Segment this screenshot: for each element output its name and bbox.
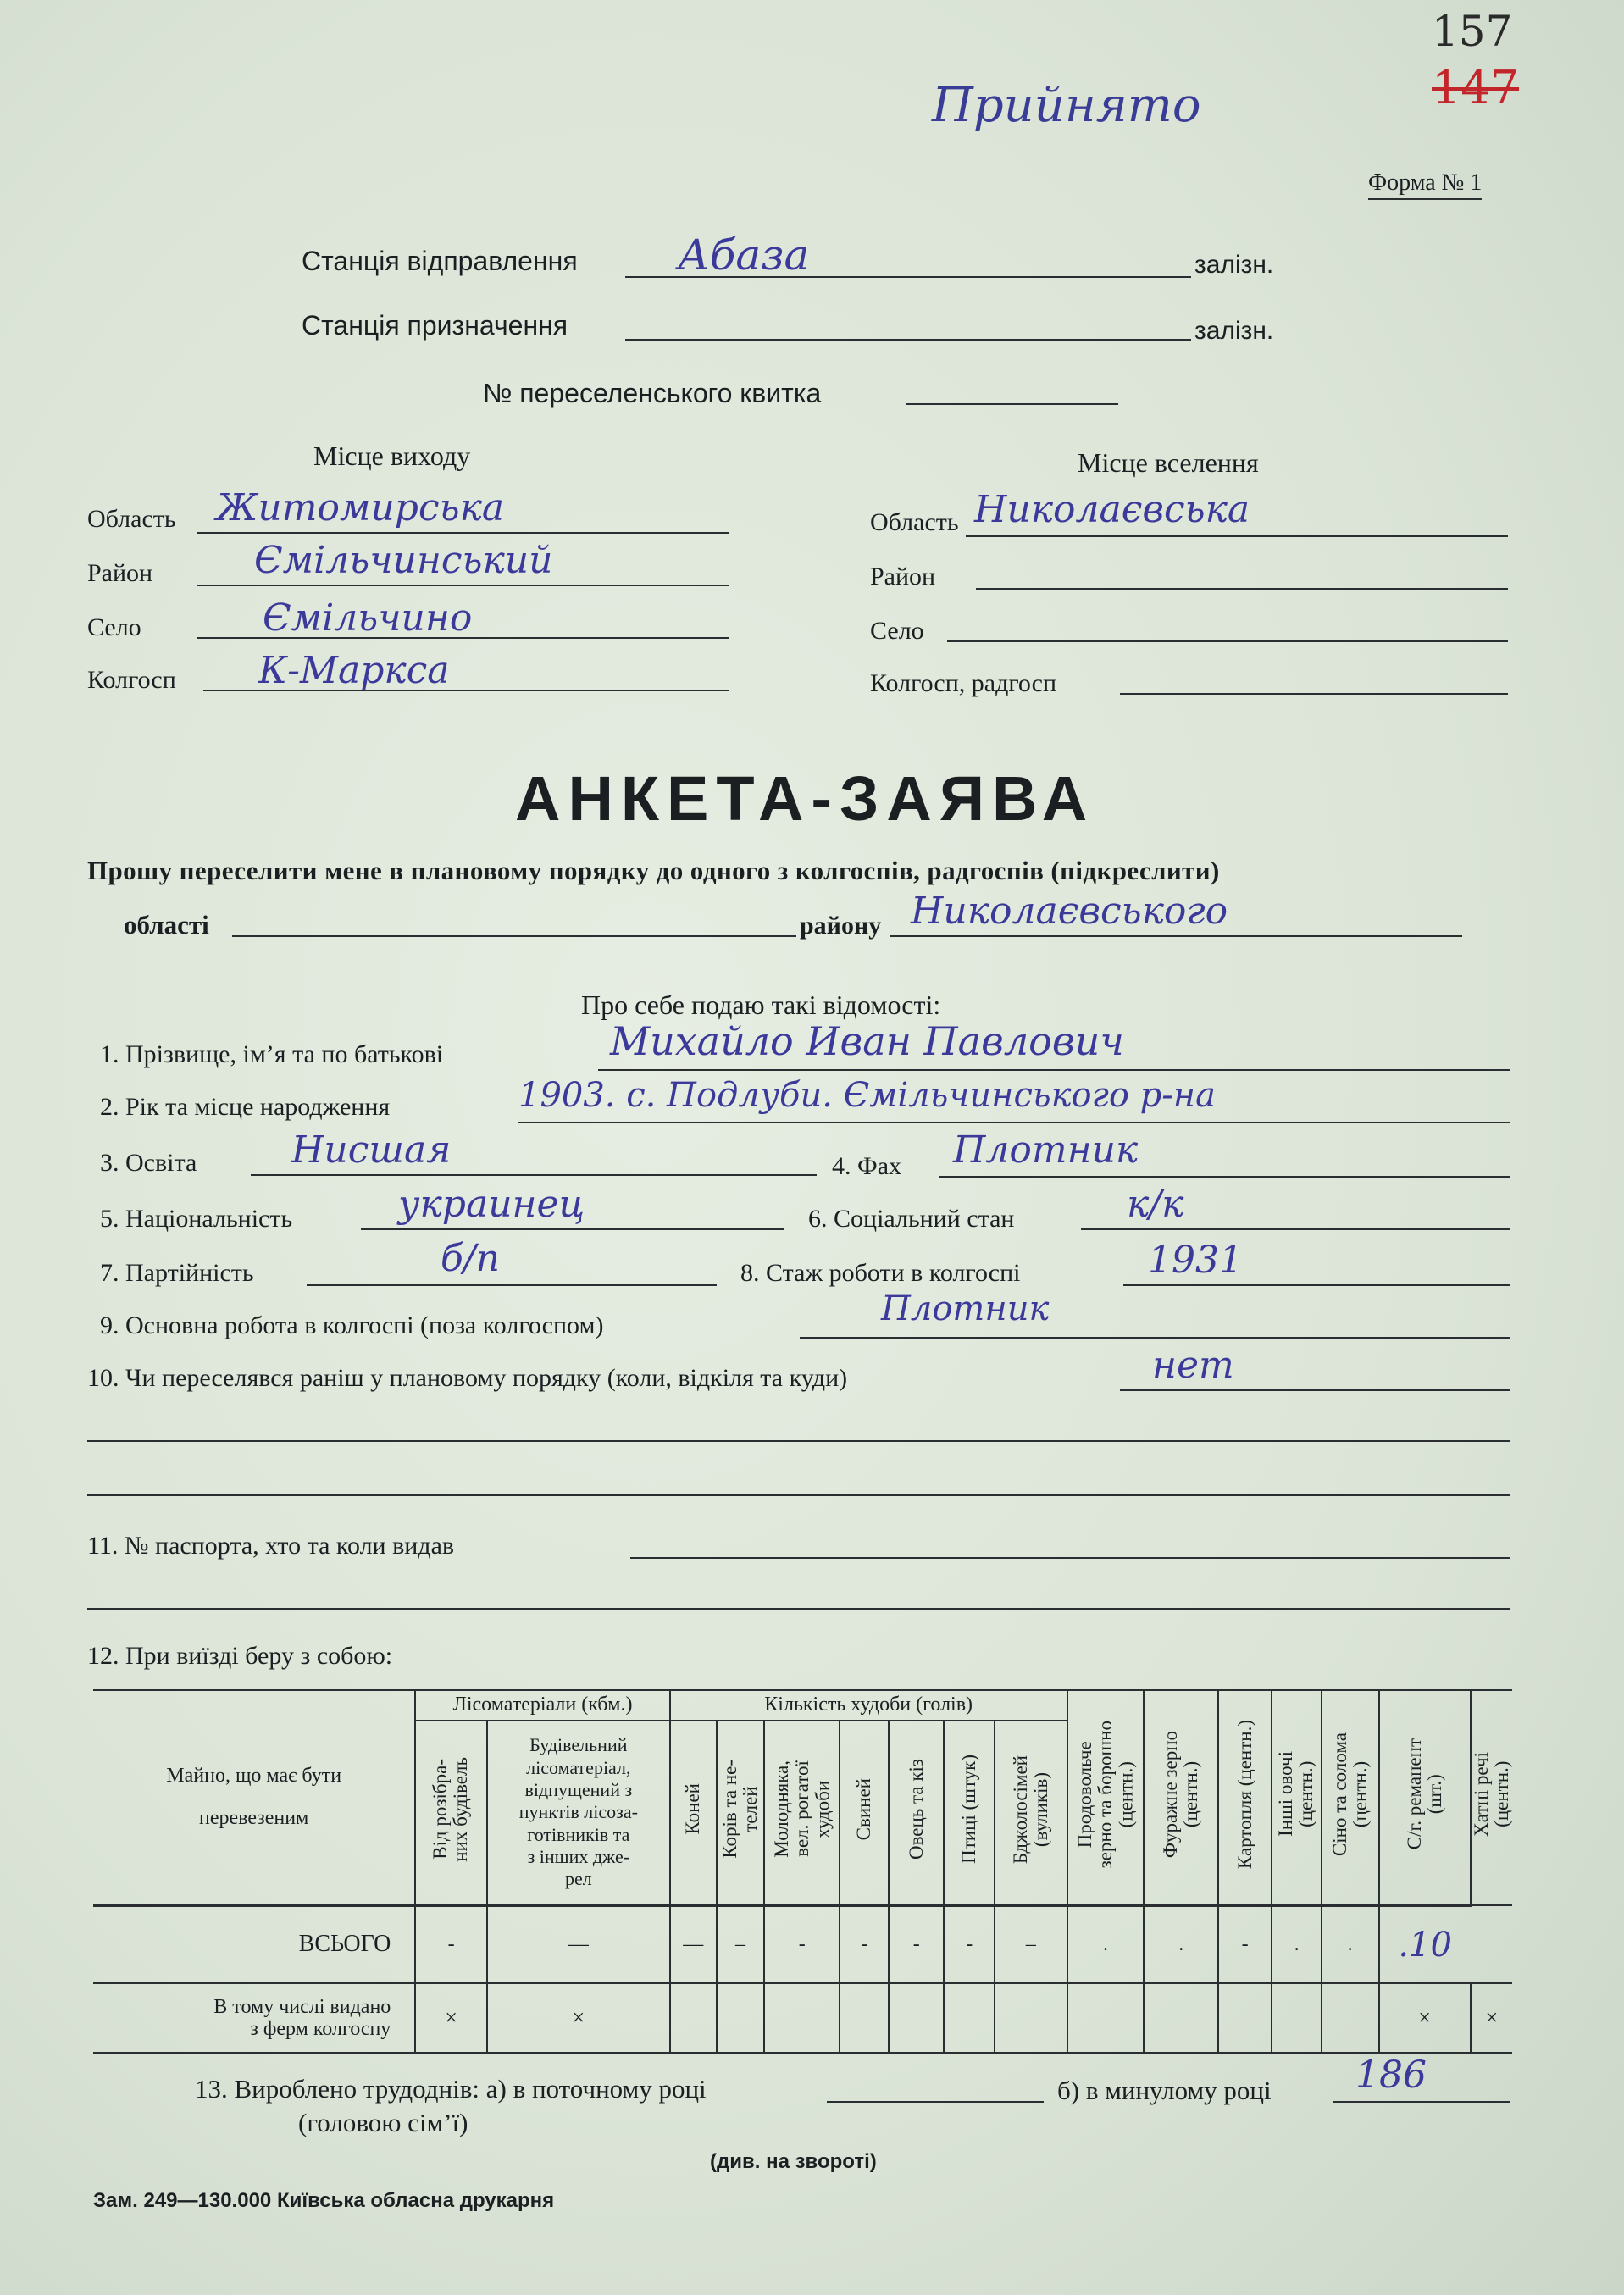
departure-railway-label: залізн. <box>1194 251 1274 279</box>
group-timber-header: Лісоматеріали (кбм.) <box>415 1690 669 1721</box>
field-11-line <box>630 1557 1510 1559</box>
field-9-label: 9. Основна робота в колгоспі (поза колгоспом) <box>100 1311 604 1339</box>
cell-farm <box>717 1983 765 2053</box>
col-food-grain-header: Продовольче зерно та борошно (центн.) <box>1067 1690 1145 1905</box>
col-property-header <box>93 1690 415 1905</box>
field-6-line <box>1081 1228 1510 1230</box>
field-8-line <box>1123 1284 1510 1286</box>
col-tools-header: С/г. реманент (шт.) <box>1379 1690 1471 1905</box>
field-7-line <box>307 1284 717 1286</box>
field-11-line-2 <box>87 1608 1510 1610</box>
request-oblasti-label: області <box>124 910 209 940</box>
table-row-farm <box>93 1983 1512 2053</box>
cell-total: - <box>840 1905 889 1983</box>
field-3-value: Нисшая <box>291 1128 452 1172</box>
field-8-value: 1931 <box>1148 1239 1243 1282</box>
field-10-label: 10. Чи переселявся раніш у плановому порядку (коли, відкіля та куди) <box>87 1364 848 1392</box>
origin-oblast-line <box>197 532 729 534</box>
cell-farm: × <box>1471 1983 1512 2053</box>
col-birds-header: Птиці (штук) <box>944 1721 995 1905</box>
workdays-prev-value: 186 <box>1355 2054 1427 2097</box>
cell-farm: × <box>1379 1983 1471 2053</box>
table-row-total <box>93 1905 1512 1983</box>
origin-kolhosp-label: Колгосп <box>87 666 176 694</box>
field-5-label: 5. Національність <box>100 1205 293 1233</box>
cell-farm <box>1322 1983 1379 2053</box>
cell-total: — <box>670 1905 717 1983</box>
origin-raion-line <box>197 585 729 586</box>
field-1-value: Михайло Иван Павлович <box>610 1018 1124 1064</box>
col-bees-header: Бджолосімей (вуликів) <box>995 1721 1067 1905</box>
request-text: Прошу переселити мене в плановому порядку до одного з колгоспів, радгоспів (підкреслити) <box>87 856 1220 885</box>
field-9-line <box>800 1337 1510 1339</box>
col-young-cattle-header: Молодняка, вел. рогатої худоби <box>764 1721 840 1905</box>
cell-total: - <box>889 1905 944 1983</box>
workdays-prev-label: б) в минулому році <box>1057 2076 1272 2105</box>
request-raionu-label: району <box>800 912 882 940</box>
col-property-line2: перевезеним <box>199 1806 309 1829</box>
archive-number-struck: 147 <box>1432 61 1520 114</box>
destination-raion-line <box>976 588 1508 590</box>
field-6-label: 6. Соціальний стан <box>808 1205 1015 1233</box>
cell-total-household: .10 <box>1379 1905 1471 1983</box>
field-4-value: Плотник <box>953 1128 1139 1172</box>
col-horses-header: Коней <box>670 1721 717 1905</box>
cell-farm <box>1144 1983 1217 2053</box>
row-total-label: ВСЬОГО <box>93 1905 415 1983</box>
col-timber-dismantled-header: Від розібра- них будівель <box>415 1721 487 1905</box>
origin-oblast-label: Область <box>87 505 176 533</box>
col-vegetables-header: Інші овочі (центн.) <box>1272 1690 1321 1905</box>
field-2-line <box>518 1122 1510 1123</box>
cell-total: . <box>1322 1905 1379 1983</box>
cell-total: – <box>717 1905 765 1983</box>
origin-oblast-value: Житомирська <box>216 486 505 529</box>
origin-raion-label: Район <box>87 559 153 587</box>
cell-total: . <box>1144 1905 1217 1983</box>
printer-imprint: Зам. 249—130.000 Київська обласна друкарня <box>93 2189 555 2212</box>
destination-oblast-label: Область <box>870 508 959 536</box>
col-hay-header: Сіно та солома (центн.) <box>1322 1690 1379 1905</box>
destination-selo-label: Село <box>870 617 924 645</box>
cell-farm: × <box>487 1983 670 2053</box>
destination-station-line <box>625 339 1191 341</box>
destination-railway-label: залізн. <box>1194 317 1274 345</box>
cell-total: - <box>1218 1905 1272 1983</box>
field-2-value: 1903. с. Подлуби. Ємільчинського р-на <box>518 1076 1216 1115</box>
cell-total: - <box>415 1905 487 1983</box>
field-12-label: 12. При виїзді беру з собою: <box>87 1642 393 1670</box>
origin-raion-value: Ємільчинський <box>254 539 553 582</box>
field-1-label: 1. Прізвище, ім’я та по батькові <box>100 1040 444 1068</box>
destination-raion-label: Район <box>870 563 936 590</box>
field-6-value: к/к <box>1127 1183 1184 1226</box>
see-back-note: (див. на звороті) <box>710 2150 877 2173</box>
field-8-label: 8. Стаж роботи в колгоспі <box>740 1259 1021 1287</box>
destination-kolhosp-line <box>1120 693 1508 695</box>
origin-selo-value: Ємільчино <box>263 596 473 640</box>
field-10-value: нет <box>1152 1344 1234 1387</box>
request-raionu-value: Николаєвського <box>911 890 1228 933</box>
destination-oblast-value: Николаєвська <box>974 488 1250 531</box>
field-10-line-2 <box>87 1440 1510 1442</box>
col-potatoes-header: Картопля (центн.) <box>1218 1690 1272 1905</box>
form-number: Форма № 1 <box>1368 169 1482 200</box>
col-feed-grain-header: Фуражне зерно (центн.) <box>1144 1690 1217 1905</box>
field-11-label: 11. № паспорта, хто та коли видав <box>87 1532 455 1560</box>
origin-selo-label: Село <box>87 613 141 641</box>
col-cows-header: Корів та не- телей <box>717 1721 765 1905</box>
field-9-value: Плотник <box>881 1289 1050 1328</box>
col-timber-building-header: Будівельний лісоматеріал, відпущений з пунктів лісоза- готівників та з інших дже- рел <box>487 1721 670 1905</box>
accepted-note: Прийнято <box>932 78 1201 133</box>
cell-farm <box>889 1983 944 2053</box>
field-10-line-3 <box>87 1494 1510 1496</box>
destination-oblast-line <box>966 535 1508 537</box>
field-10-line <box>1120 1389 1510 1391</box>
cell-total: - <box>764 1905 840 1983</box>
workdays-sub: (головою сім’ї) <box>298 2108 468 2137</box>
field-4-label: 4. Фах <box>832 1152 902 1180</box>
col-sheep-header: Овець та кіз <box>889 1721 944 1905</box>
field-7-label: 7. Партійність <box>100 1259 254 1287</box>
field-5-value: украинец <box>398 1183 585 1226</box>
destination-heading: Місце вселення <box>1078 447 1259 478</box>
row-farm-label: В тому числі видано з ферм колгоспу <box>93 1983 415 2053</box>
cell-farm: × <box>415 1983 487 2053</box>
request-oblasti-line <box>232 935 796 937</box>
ticket-number-label: № переселенського квитка <box>483 378 822 408</box>
departure-station-label: Станція відправлення <box>302 246 578 276</box>
destination-kolhosp-label: Колгосп, радгосп <box>870 669 1057 697</box>
goods-table <box>93 1689 1512 2054</box>
cell-farm <box>995 1983 1067 2053</box>
ticket-number-line <box>906 403 1118 405</box>
cell-farm <box>1218 1983 1272 2053</box>
field-4-line <box>939 1176 1510 1178</box>
workdays-prev-line <box>1333 2101 1510 2103</box>
field-3-label: 3. Освіта <box>100 1149 197 1177</box>
col-pigs-header: Свиней <box>840 1721 889 1905</box>
cell-farm <box>840 1983 889 2053</box>
col-household-header: Хатні речі (центн.) <box>1471 1690 1512 1905</box>
cell-total: . <box>1272 1905 1321 1983</box>
field-3-line <box>251 1174 817 1176</box>
field-1-line <box>598 1069 1510 1071</box>
request-raionu-line <box>890 935 1462 937</box>
destination-selo-line <box>947 640 1508 642</box>
archive-number: 157 <box>1432 7 1513 56</box>
cell-farm <box>764 1983 840 2053</box>
cell-total: - <box>944 1905 995 1983</box>
cell-farm <box>944 1983 995 2053</box>
workdays-label: 13. Вироблено трудоднів: а) в поточному році <box>195 2074 707 2104</box>
workdays-current-line <box>827 2101 1044 2103</box>
departure-station-value: Абаза <box>678 230 810 280</box>
field-2-label: 2. Рік та місце народження <box>100 1093 391 1121</box>
cell-total: — <box>487 1905 670 1983</box>
cell-total: . <box>1067 1905 1145 1983</box>
cell-farm <box>1067 1983 1145 2053</box>
cell-total: – <box>995 1905 1067 1983</box>
field-7-value: б/п <box>441 1237 501 1280</box>
cell-farm <box>1272 1983 1321 2053</box>
col-property-line1: Майно, що має бути <box>166 1764 342 1787</box>
cell-farm <box>670 1983 717 2053</box>
group-livestock-header: Кількість худоби (голів) <box>670 1690 1067 1721</box>
field-5-line <box>361 1228 784 1230</box>
origin-heading: Місце виходу <box>313 441 471 471</box>
origin-kolhosp-value: К-Маркса <box>258 649 450 692</box>
form-title: АНКЕТА-ЗАЯВА <box>515 763 1095 834</box>
destination-station-label: Станція призначення <box>302 310 568 341</box>
info-intro: Про себе подаю такі відомості: <box>581 990 941 1020</box>
